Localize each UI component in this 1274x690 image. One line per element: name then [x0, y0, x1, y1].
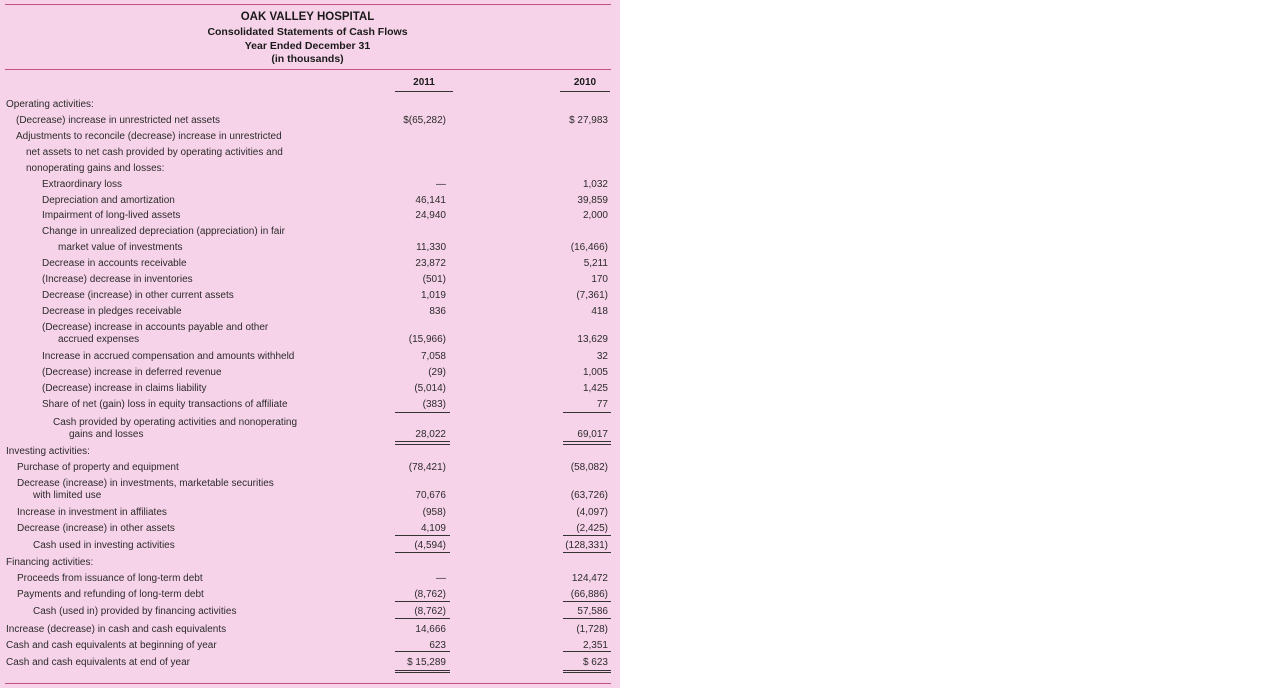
table-row: [0, 624, 620, 639]
row-label: [53, 417, 297, 441]
table-row: [0, 640, 620, 655]
subtotal-rule-2010: [563, 651, 611, 652]
row-label-line: Decrease (increase) in investments, marketable securities: [17, 478, 274, 489]
row-label: [17, 462, 179, 474]
value-2010: (7,361): [576, 290, 608, 301]
row-label: [6, 557, 93, 569]
value-2010: (16,466): [570, 242, 608, 253]
row-label: [42, 383, 207, 395]
row-label-line: Investing activities:: [6, 446, 90, 457]
column-header-rule-2011: [395, 91, 453, 92]
row-label-line: Proceeds from issuance of long-term debt: [17, 573, 203, 584]
value-2010: 69,017: [577, 429, 608, 440]
row-label-line: accrued expenses: [58, 334, 140, 345]
row-label: [33, 606, 236, 618]
statement-title: Consolidated Statements of Cash Flows: [207, 26, 408, 38]
row-label: [17, 573, 203, 585]
row-label-line: Decrease (increase) in other assets: [17, 523, 175, 534]
subtotal-rule-2010: [563, 618, 611, 619]
row-label: [58, 242, 183, 254]
row-label: [42, 367, 222, 379]
row-label-line: Cash and cash equivalents at beginning of year: [6, 640, 217, 651]
row-label: [6, 446, 90, 458]
final-double-rule-2010: [563, 670, 611, 673]
value-2011: (78,421): [408, 462, 446, 473]
row-label-line: Decrease (increase) in other current assets: [42, 290, 234, 301]
statement-units: (in thousands): [271, 53, 344, 65]
table-row: [0, 383, 620, 398]
value-2010: 1,425: [582, 383, 608, 394]
value-2010: (63,726): [570, 490, 608, 501]
table-row: [0, 462, 620, 477]
table-row: [0, 399, 620, 414]
row-label: [42, 226, 285, 238]
table-row: [0, 226, 620, 241]
value-2010: 77: [596, 399, 608, 410]
subtotal-rule-2011: [395, 412, 450, 413]
value-2011: (8,762): [414, 606, 446, 617]
total-underline-2010: [563, 444, 611, 445]
table-row: [0, 557, 620, 572]
value-2011: 7,058: [420, 351, 446, 362]
value-2010: 2,000: [582, 210, 608, 221]
value-2011: $(65,282): [403, 115, 446, 126]
value-2011: —: [436, 573, 446, 584]
table-row: [0, 573, 620, 588]
table-row: [0, 589, 620, 604]
total-underline-2011: [395, 444, 450, 445]
row-label-line: Adjustments to reconcile (decrease) increase in unrestricted: [16, 131, 282, 142]
table-row: [0, 478, 620, 501]
table-row: [0, 195, 620, 210]
value-2010: 124,472: [571, 573, 608, 584]
value-2010: 13,629: [577, 334, 608, 345]
value-2010: 1,005: [582, 367, 608, 378]
table-row: [0, 274, 620, 289]
table-row: [0, 351, 620, 366]
value-2011: (4,594): [414, 540, 446, 551]
table-row: [0, 179, 620, 194]
value-2010: (128,331): [565, 540, 608, 551]
row-label-line: Change in unrealized depreciation (appreciation) in fair: [42, 226, 285, 237]
row-label: [6, 657, 190, 669]
row-label: [17, 507, 167, 519]
value-2011: 24,940: [415, 210, 446, 221]
value-2010: 5,211: [583, 258, 608, 269]
row-label: [6, 99, 94, 111]
table-row: [0, 131, 620, 146]
value-2010: (66,886): [570, 589, 608, 600]
row-label: [42, 179, 122, 191]
row-label-line: Depreciation and amortization: [42, 195, 175, 206]
value-2011: (501): [422, 274, 446, 285]
row-label: [42, 351, 294, 363]
row-label: [42, 258, 187, 270]
row-label-line: gains and losses: [69, 429, 144, 440]
org-name: OAK VALLEY HOSPITAL: [240, 11, 375, 23]
row-label: [6, 640, 217, 652]
row-label-line: Cash and cash equivalents at end of year: [6, 657, 191, 668]
row-label-line: Cash (used in) provided by financing activities: [33, 606, 237, 617]
table-row: [0, 99, 620, 114]
value-2011: 11,330: [416, 242, 446, 253]
row-label: [33, 540, 175, 552]
column-header-2011: 2011: [413, 77, 435, 88]
table-row: [0, 115, 620, 130]
value-2010: (4,097): [576, 507, 608, 518]
row-label: [26, 147, 283, 159]
table-row: [0, 322, 620, 345]
row-label-line: Cash provided by operating activities and nonoperating: [53, 417, 298, 428]
value-2011: 70,676: [415, 490, 446, 501]
value-2011: $ 15,289: [407, 657, 446, 668]
value-2010: 1,032: [582, 179, 608, 190]
row-label-line: Cash used in investing activities: [33, 540, 175, 551]
value-2010: $ 27,983: [569, 115, 608, 126]
table-row: [0, 242, 620, 257]
value-2010: 2,351: [582, 640, 608, 651]
row-label: [42, 322, 268, 346]
subtotal-rule-2011: [395, 535, 450, 536]
value-2011: (8,762): [414, 589, 446, 600]
row-label: [42, 290, 234, 302]
value-2011: (958): [422, 507, 446, 518]
row-label-line: Share of net (gain) loss in equity transactions of affiliate: [42, 399, 288, 410]
table-row: [0, 540, 620, 555]
table-row: [0, 523, 620, 538]
table-row: [0, 210, 620, 225]
subtotal-rule-2010: [563, 412, 611, 413]
row-label: [6, 624, 226, 636]
value-2010: 418: [591, 306, 608, 317]
column-header-rule-2010: [560, 91, 610, 92]
table-row: [0, 147, 620, 162]
column-header-2010: 2010: [573, 77, 597, 88]
row-label-line: Extraordinary loss: [42, 179, 123, 190]
row-label-line: Increase in accrued compensation and amounts withheld: [42, 351, 295, 362]
table-row: [0, 507, 620, 522]
value-2010: (1,728): [576, 624, 608, 635]
value-2011: 836: [429, 306, 446, 317]
row-label-line: nonoperating gains and losses:: [26, 163, 165, 174]
value-2011: 28,022: [415, 429, 446, 440]
row-label-line: Decrease in accounts receivable: [42, 258, 187, 269]
value-2010: (58,082): [570, 462, 608, 473]
value-2010: 170: [591, 274, 608, 285]
table-row: [0, 258, 620, 273]
cash-flow-statement: [0, 0, 620, 688]
value-2010: 32: [596, 351, 608, 362]
row-label-line: (Decrease) increase in unrestricted net assets: [16, 115, 220, 126]
value-2010: $ 623: [582, 657, 608, 668]
table-row: [0, 290, 620, 305]
row-label: [16, 115, 220, 127]
value-2011: 23,872: [415, 258, 446, 269]
subtotal-rule-2011: [395, 651, 450, 652]
row-label-line: (Increase) decrease in inventories: [42, 274, 193, 285]
table-row: [0, 163, 620, 178]
row-label-line: (Decrease) increase in claims liability: [42, 383, 207, 394]
value-2010: (2,425): [576, 523, 608, 534]
row-label: [42, 210, 180, 222]
row-label-line: Increase in investment in affiliates: [17, 507, 167, 518]
subtotal-rule-2010: [563, 441, 611, 442]
row-label-line: Increase (decrease) in cash and cash equivalents: [6, 624, 227, 635]
value-2011: (15,966): [408, 334, 446, 345]
row-label-line: (Decrease) increase in deferred revenue: [42, 367, 222, 378]
table-row: [0, 417, 620, 440]
row-label-line: market value of investments: [58, 242, 183, 253]
row-label: [17, 589, 204, 601]
value-2011: —: [436, 179, 446, 190]
row-label-line: Operating activities:: [6, 99, 94, 110]
row-label-line: net assets to net cash provided by operating activities and: [26, 147, 283, 158]
subtotal-rule-2011: [395, 552, 450, 553]
subtotal-rule-2011: [395, 601, 450, 602]
row-label-line: Financing activities:: [6, 557, 94, 568]
row-label-line: Decrease in pledges receivable: [42, 306, 182, 317]
header-rule: [5, 69, 611, 70]
value-2011: 14,666: [415, 624, 446, 635]
subtotal-rule-2010: [563, 552, 611, 553]
value-2011: (29): [428, 367, 446, 378]
row-label: [42, 274, 193, 286]
row-label: [26, 163, 164, 175]
subtotal-rule-2010: [563, 601, 611, 602]
table-row: [0, 657, 620, 672]
row-label: [17, 523, 175, 535]
value-2011: 46,141: [415, 195, 446, 206]
value-2011: 1,019: [420, 290, 446, 301]
value-2011: 4,109: [420, 523, 446, 534]
row-label: [42, 399, 288, 411]
value-2010: 39,859: [577, 195, 608, 206]
top-rule: [5, 4, 611, 5]
row-label-line: (Decrease) increase in accounts payable and other: [42, 322, 269, 333]
subtotal-rule-2011: [395, 441, 450, 442]
value-2011: 623: [429, 640, 446, 651]
row-label: [17, 478, 274, 502]
row-label: [42, 195, 175, 207]
table-row: [0, 606, 620, 621]
value-2011: (383): [422, 399, 446, 410]
subtotal-rule-2011: [395, 618, 450, 619]
subtotal-rule-2010: [563, 535, 611, 536]
final-double-rule-2011: [395, 670, 450, 673]
row-label: [42, 306, 182, 318]
table-row: [0, 367, 620, 382]
row-label-line: with limited use: [33, 490, 102, 501]
row-label-line: Purchase of property and equipment: [17, 462, 179, 473]
table-row: [0, 306, 620, 321]
bottom-rule: [5, 683, 611, 684]
row-label: [16, 131, 282, 143]
value-2011: (5,014): [414, 383, 446, 394]
row-label-line: Payments and refunding of long-term debt: [17, 589, 204, 600]
value-2010: 57,586: [577, 606, 608, 617]
table-row: [0, 446, 620, 461]
row-label-line: Impairment of long-lived assets: [42, 210, 181, 221]
statement-period: Year Ended December 31: [244, 40, 371, 52]
